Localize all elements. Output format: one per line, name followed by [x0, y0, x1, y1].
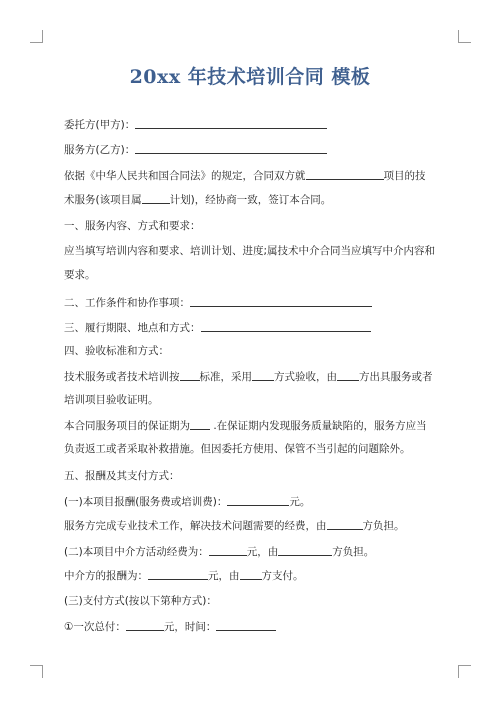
section-1-body-1 — [64, 244, 444, 258]
payment-method-heading — [64, 594, 444, 608]
section-1-text: 一、服务内容、方式和要求： — [64, 220, 201, 232]
section-1-body-text-2: 要求。 — [64, 269, 96, 281]
intermediary-fund-text-a: (二)本项目中介方活动经费为： — [64, 546, 209, 558]
title-text: 年技术培训合同 模板 — [180, 66, 371, 88]
acceptance-line-1 — [64, 369, 444, 384]
party-b-line — [64, 142, 444, 157]
acceptance-text-b: 标准，采用 — [199, 371, 252, 383]
project-name-blank[interactable] — [306, 168, 384, 180]
section-3-line — [64, 320, 444, 335]
warranty-period-blank[interactable] — [190, 418, 210, 430]
intermediary-pay-line — [64, 568, 444, 583]
section-3-blank[interactable] — [201, 320, 371, 332]
warranty-line-1 — [64, 418, 444, 433]
intermediary-fund-text-b: 元，由 — [246, 546, 279, 558]
fee-text-a: (一)本项目报酬(服务费或培训费)： — [64, 496, 228, 508]
lump-sum-amount-blank[interactable] — [126, 619, 164, 631]
expense-party-blank[interactable] — [327, 518, 363, 530]
section-1-body-text-1: 应当填写培训内容和要求、培训计划、进度;属技术中介合同当应填写中介内容和 — [64, 245, 436, 257]
section-1-heading — [64, 219, 444, 233]
section-1-body-2 — [64, 268, 444, 282]
section-5-text: 五、报酬及其支付方式： — [64, 470, 180, 482]
warranty-line-2 — [64, 442, 444, 456]
section-4-heading — [64, 344, 444, 358]
party-a-label: 委托方(甲方)： — [64, 119, 136, 131]
plan-blank[interactable] — [142, 192, 170, 204]
lump-sum-text-b: 元，时间： — [163, 621, 217, 633]
warranty-text-c: 负责返工或者采取补救措施。但因委托方使用、保管不当引起的问题除外。 — [64, 443, 411, 455]
acceptance-text-e: 培训项目验收证明。 — [64, 394, 159, 406]
section-5-heading — [64, 469, 444, 483]
intermediary-pay-text-b: 元，由 — [208, 570, 240, 582]
intermediary-pay-amount-blank[interactable] — [148, 568, 208, 580]
title-year: 20xx — [129, 66, 181, 88]
acceptance-text-a: 技术服务或者技术培训按 — [64, 371, 180, 383]
fee-text-b: 元。 — [289, 496, 311, 508]
issuer-blank[interactable] — [337, 369, 359, 381]
section-2-line — [64, 295, 444, 310]
party-a-blank[interactable] — [135, 117, 327, 129]
basis-text-1b: 项目的技 — [383, 170, 426, 182]
party-a-line — [64, 117, 444, 132]
crop-mark-top-left — [30, 30, 43, 43]
section-4-text: 四、验收标准和方式： — [64, 345, 169, 357]
standard-blank[interactable] — [180, 369, 200, 381]
intermediary-fund-text-c: 方负担。 — [332, 546, 375, 558]
basis-text-2b: 计划)，经协商一致，签订本合同。 — [169, 194, 332, 206]
expense-line — [64, 518, 444, 533]
intermediary-pay-text-c: 方支付。 — [261, 570, 304, 582]
acceptance-text-d: 方出具服务或者 — [359, 371, 433, 383]
warranty-text-a: 本合同服务项目的保证期为 — [64, 420, 190, 432]
acceptance-text-c: 方式验收，由 — [274, 371, 337, 383]
party-b-label: 服务方(乙方)： — [64, 144, 136, 156]
crop-mark-bottom-left — [30, 665, 43, 678]
party-b-blank[interactable] — [135, 142, 327, 154]
method-blank[interactable] — [252, 369, 274, 381]
document-title — [0, 62, 500, 89]
section-2-text: 二、工作条件和协作事项： — [64, 297, 190, 309]
crop-mark-bottom-right — [458, 665, 471, 678]
intermediary-fund-party-blank[interactable] — [278, 544, 332, 556]
expense-text-b: 方负担。 — [362, 520, 405, 532]
intermediary-pay-text-a: 中介方的报酬为： — [64, 570, 148, 582]
warranty-text-b: .在保证期内发现服务质量缺陷的，服务方应当 — [210, 420, 427, 432]
lump-sum-time-blank[interactable] — [216, 619, 276, 631]
basis-text-2a: 术服务(该项目属 — [64, 194, 142, 206]
crop-mark-top-right — [458, 30, 471, 43]
basis-line-2 — [64, 192, 444, 207]
acceptance-line-2 — [64, 393, 444, 407]
fee-amount-blank[interactable] — [227, 494, 289, 506]
basis-line-1 — [64, 168, 444, 183]
fee-line — [64, 494, 444, 509]
expense-text-a: 服务方完成专业技术工作，解决技术问题需要的经费，由 — [64, 520, 327, 532]
section-3-text: 三、履行期限、地点和方式： — [64, 322, 201, 334]
section-2-blank[interactable] — [190, 295, 372, 307]
payment-method-text: (三)支付方式(按以下第种方式)： — [64, 595, 217, 607]
lump-sum-text-a: ①一次总付： — [64, 621, 126, 633]
basis-text-1a: 依据《中华人民共和国合同法》的规定，合同双方就 — [64, 170, 306, 182]
lump-sum-line — [64, 619, 444, 634]
intermediary-pay-party-blank[interactable] — [240, 568, 262, 580]
intermediary-fund-line — [64, 544, 444, 559]
intermediary-fund-amount-blank[interactable] — [209, 544, 247, 556]
